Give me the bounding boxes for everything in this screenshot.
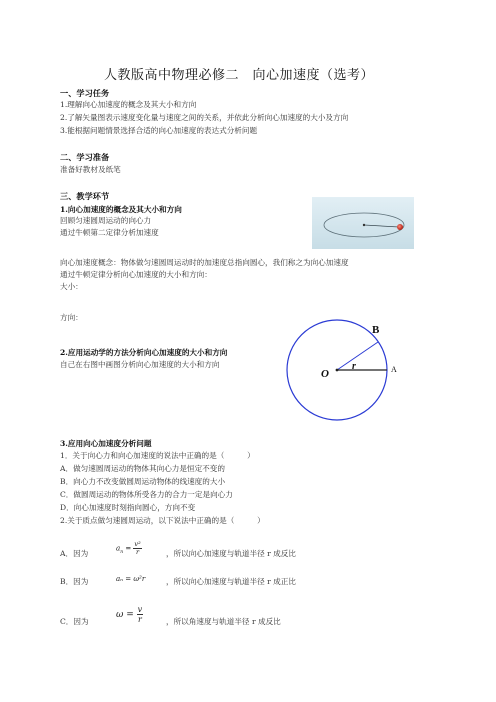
- q1-option-b: B．向心力不改变做圆周运动物体的线速度的大小: [60, 477, 226, 486]
- part-1-title: 1.向心加速度的概念及其大小和方向: [60, 205, 182, 214]
- label-b: B: [372, 324, 380, 336]
- concept-text: 向心加速度概念：物体做匀速圆周运动时的加速度总指向圆心，我们称之为向心加速度: [60, 258, 349, 267]
- task-item-2: 2.了解矢量图表示速度变化量与速度之间的关系，并依此分析向心加速度的大小及方向: [60, 113, 349, 122]
- center-point: [336, 369, 339, 372]
- orbit-photo: [312, 197, 414, 249]
- page-title: 人教版高中物理必修二 向心加速度（选考）: [104, 68, 375, 83]
- part-1-line-2: 通过牛顿第二定律分析加速度: [60, 228, 159, 237]
- part-2-text: 自己在右图中画图分析向心加速度的大小和方向: [60, 360, 220, 369]
- q2-option-a-label: A．因为: [60, 549, 89, 558]
- section-1-heading: 一、学习任务: [60, 88, 110, 98]
- q1-option-a: A．做匀速圆周运动的物体其向心力是恒定不变的: [60, 464, 225, 473]
- preparation-text: 准备好教材及纸笔: [60, 165, 121, 174]
- part-1-line-1: 回顾匀速圆周运动的向心力: [60, 216, 152, 225]
- q2-option-a-formula: $a_n$ = $\frac{\text{v²}}{r}$: [116, 540, 141, 556]
- part-2-title: 2.应用运动学的方法分析向心加速度的大小和方向: [60, 348, 228, 357]
- q2-option-c-label: C．因为: [60, 617, 89, 626]
- label-r: r: [352, 361, 356, 372]
- q2-option-c-formula: ω = $\frac{v}{r}$: [116, 605, 143, 624]
- q2-option-c-tail: ，所以角速度与轨道半径 r 成反比: [166, 617, 281, 626]
- q1-option-c: C．做圆周运动的物体所受各力的合力一定是向心力: [60, 490, 233, 499]
- q2-option-b-formula: aₙ = ω²r: [116, 575, 146, 583]
- circle-diagram: [285, 312, 405, 432]
- concept-analysis-text: 通过牛顿定律分析向心加速度的大小和方向：: [60, 270, 212, 279]
- magnitude-label: 大小：: [60, 282, 83, 291]
- q2-option-b-label: B．因为: [60, 577, 89, 586]
- label-a: A: [391, 365, 397, 374]
- q2-option-a-tail: ，所以向心加速度与轨道半径 r 成反比: [166, 549, 296, 558]
- direction-label: 方向：: [60, 313, 83, 322]
- task-item-3: 3.能根据问题情景选择合适的向心加速度的表达式分析问题: [60, 126, 258, 135]
- section-2-heading: 二、学习准备: [60, 152, 110, 162]
- task-item-1: 1.理解向心加速度的概念及其大小和方向: [60, 100, 197, 109]
- radius-line-ob: [337, 342, 378, 370]
- q1-option-d: D．向心加速度时刻指向圆心，方向不变: [60, 503, 196, 512]
- part-3-title: 3.应用向心加速度分析问题: [60, 439, 152, 448]
- label-o: O: [321, 368, 329, 380]
- q2-option-b-tail: ，所以向心加速度与轨道半径 r 成正比: [166, 577, 296, 586]
- question-2: 2.关于质点做匀速圆周运动，以下说法中正确的是（ ）: [60, 516, 265, 525]
- section-3-heading: 三、教学环节: [60, 191, 110, 201]
- question-1: 1．关于向心力和向心加速度的说法中正确的是（ ）: [60, 451, 255, 460]
